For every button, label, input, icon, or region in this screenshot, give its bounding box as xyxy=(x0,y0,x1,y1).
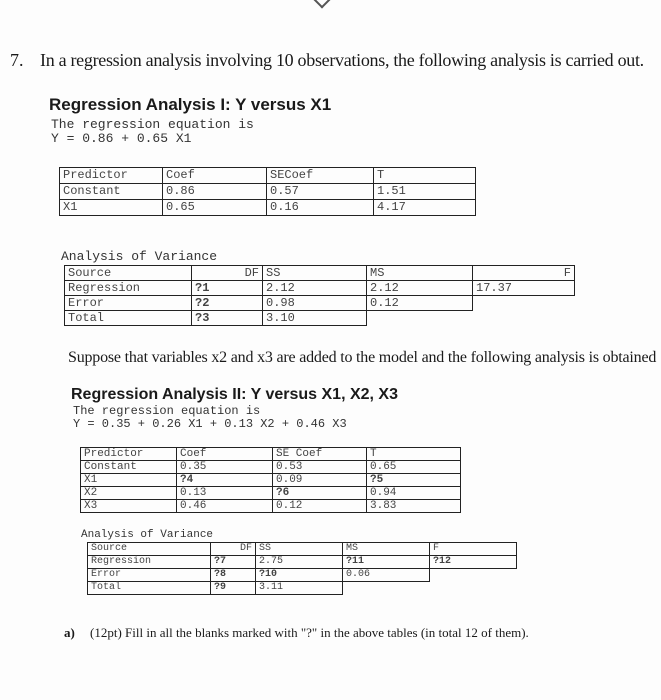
blank-cell: ?9 xyxy=(211,582,256,595)
table-cell: 2.75 xyxy=(256,556,343,569)
header-cell: MS xyxy=(367,266,473,281)
analysis1-coef-table xyxy=(59,167,476,216)
analysis2-title: Regression Analysis II: Y versus X1, X2, X3 xyxy=(71,386,398,403)
table-cell: X2 xyxy=(81,487,177,500)
blank-cell: ?5 xyxy=(367,474,461,487)
header-cell: Predictor xyxy=(60,168,163,184)
header-cell: Coef xyxy=(163,168,267,184)
empty-cell xyxy=(343,582,430,595)
table-header-row xyxy=(88,543,517,556)
table-cell: 2.12 xyxy=(263,281,367,296)
analysis2-anova-title: Analysis of Variance xyxy=(81,529,214,541)
table-header-row xyxy=(60,168,476,184)
table-cell: Constant xyxy=(81,461,177,474)
header-cell: Source xyxy=(65,266,192,281)
table-cell: 0.06 xyxy=(343,569,430,582)
header-cell: MS xyxy=(343,543,430,556)
table-cell: 0.35 xyxy=(177,461,273,474)
table-row xyxy=(65,296,575,311)
blank-cell: ?10 xyxy=(256,569,343,582)
table-row xyxy=(88,569,517,582)
blank-cell: ?2 xyxy=(192,296,263,311)
table-cell: 4.17 xyxy=(374,200,476,216)
table-row xyxy=(81,487,461,500)
analysis1-anova-table xyxy=(64,265,575,326)
analysis2-equation: Y = 0.35 + 0.26 X1 + 0.13 X2 + 0.46 X3 xyxy=(73,417,347,431)
table-cell: 0.12 xyxy=(273,500,367,513)
table-cell: Error xyxy=(88,569,211,582)
header-cell: T xyxy=(374,168,476,184)
part-a-label: a) xyxy=(64,625,75,640)
table-cell: Error xyxy=(65,296,192,311)
header-cell: DF xyxy=(211,543,256,556)
analysis2-eq-label: The regression equation is xyxy=(73,404,261,418)
table-cell: 0.12 xyxy=(367,296,473,311)
table-cell: 0.65 xyxy=(367,461,461,474)
blank-cell: ?4 xyxy=(177,474,273,487)
table-cell: 0.16 xyxy=(267,200,374,216)
table-cell: 0.65 xyxy=(163,200,267,216)
header-cell: SS xyxy=(256,543,343,556)
analysis1-equation: Y = 0.86 + 0.65 X1 xyxy=(51,131,192,146)
table-cell: Regression xyxy=(88,556,211,569)
header-cell: SS xyxy=(263,266,367,281)
table-cell: 2.12 xyxy=(367,281,473,296)
table-cell: X3 xyxy=(81,500,177,513)
blank-cell: ?6 xyxy=(273,487,367,500)
table-cell: 0.57 xyxy=(267,184,374,200)
table-cell: 0.46 xyxy=(177,500,273,513)
table-cell: Total xyxy=(88,582,211,595)
table-cell: 17.37 xyxy=(473,281,575,296)
analysis1-title: Regression Analysis I: Y versus X1 xyxy=(49,95,332,114)
table-cell: 1.51 xyxy=(374,184,476,200)
question-number: 7. xyxy=(10,50,24,70)
table-cell: X1 xyxy=(81,474,177,487)
header-cell: F xyxy=(473,266,575,281)
table-cell: Constant xyxy=(60,184,163,200)
table-row xyxy=(88,582,517,595)
empty-cell xyxy=(430,569,517,582)
table-row xyxy=(81,461,461,474)
analysis2-coef-table xyxy=(80,447,461,513)
blank-cell: ?7 xyxy=(211,556,256,569)
analysis1-anova-title: Analysis of Variance xyxy=(61,249,218,264)
table-row xyxy=(60,200,476,216)
transition-text: Suppose that variables x2 and x3 are added to the model and the following analysis is obtained xyxy=(68,349,657,366)
blank-cell: ?12 xyxy=(430,556,517,569)
blank-cell: ?8 xyxy=(211,569,256,582)
table-cell: 3.11 xyxy=(256,582,343,595)
table-cell: 0.98 xyxy=(263,296,367,311)
table-row xyxy=(81,474,461,487)
empty-cell xyxy=(473,296,575,311)
header-cell: SE Coef xyxy=(273,448,367,461)
table-row xyxy=(81,500,461,513)
blank-cell: ?1 xyxy=(192,281,263,296)
empty-cell xyxy=(430,582,517,595)
empty-cell xyxy=(367,311,473,326)
header-cell: DF xyxy=(192,266,263,281)
scroll-caret-icon xyxy=(314,0,331,8)
table-header-row xyxy=(65,266,575,281)
blank-cell: ?11 xyxy=(343,556,430,569)
part-a-text: (12pt) Fill in all the blanks marked with "?" in the above tables (in total 12 of them). xyxy=(90,625,529,640)
table-cell: 3.83 xyxy=(367,500,461,513)
header-cell: F xyxy=(430,543,517,556)
header-cell: Source xyxy=(88,543,211,556)
question-text: In a regression analysis involving 10 observations, the following analysis is carried out. xyxy=(40,50,644,70)
header-cell: Coef xyxy=(177,448,273,461)
blank-cell: ?3 xyxy=(192,311,263,326)
table-cell: X1 xyxy=(60,200,163,216)
table-row xyxy=(65,281,575,296)
table-cell: Total xyxy=(65,311,192,326)
header-cell: Predictor xyxy=(81,448,177,461)
analysis2-anova-table xyxy=(87,542,517,595)
analysis1-eq-label: The regression equation is xyxy=(51,117,254,132)
header-cell: T xyxy=(367,448,461,461)
table-cell: 0.94 xyxy=(367,487,461,500)
table-cell: 0.13 xyxy=(177,487,273,500)
table-row xyxy=(88,556,517,569)
table-cell: 3.10 xyxy=(263,311,367,326)
table-cell: 0.86 xyxy=(163,184,267,200)
table-cell: 0.09 xyxy=(273,474,367,487)
table-cell: 0.53 xyxy=(273,461,367,474)
table-cell: Regression xyxy=(65,281,192,296)
empty-cell xyxy=(473,311,575,326)
header-cell: SECoef xyxy=(267,168,374,184)
table-header-row xyxy=(81,448,461,461)
table-row xyxy=(60,184,476,200)
table-row xyxy=(65,311,575,326)
